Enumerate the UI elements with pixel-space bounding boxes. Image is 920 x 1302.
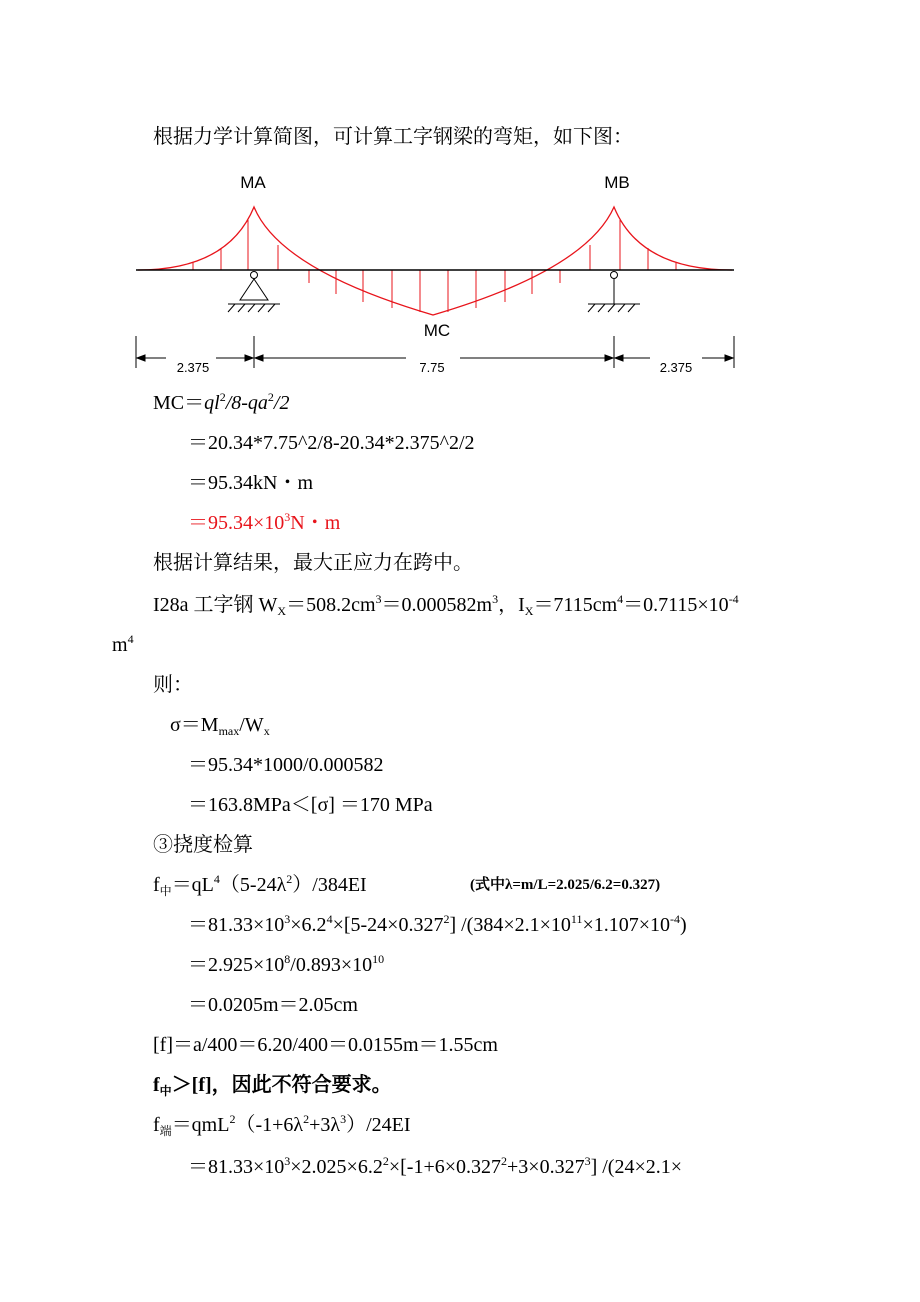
support-a [228,272,280,313]
fmid-note: (式中λ=m/L=2.025/6.2=0.327) [470,877,661,893]
mc-substitution: ＝20.34*7.75^2/8-20.34*2.375^2/2 [188,432,475,454]
section-properties: I28a 工字钢 $W_X=508.2cm^3=0.000582m^3$，$I_X=7115cm^4=0.7115\times 10^{-4}$ [153,592,739,618]
section-properties-cont: $m^4$ [112,632,134,656]
support-b [588,272,640,313]
label-mb: MB [604,173,630,192]
intro-text: 根据力学计算简图，可计算工字钢梁的弯矩，如下图： [153,126,633,148]
then-label: 则： [153,674,193,696]
mc-result-newton: $=95.34\times 10^3N$・m [188,510,341,534]
deflection-title: ③挠度检算 [153,834,253,856]
label-ma: MA [240,173,266,192]
fmid-substitution: $=81.33\times 10^3\times 6.2^4\times[5-24\times 0.327^2]$ $/(384\times 2.1\times 10^{11}\times 1.107\times 10^{-4})$ [188,912,687,936]
stress-formula: $\sigma=M_{max}/W_x$ [170,714,270,738]
label-mc: MC [423,321,451,340]
fmid-result: ＝0.0205m＝2.05cm [188,994,358,1016]
moment-curve [138,207,732,315]
verdict: $f_中>[f]$，因此不符合要求。 [153,1074,392,1098]
fend-substitution: $=81.33\times 10^3\times 2.025\times 6.2^2\times[-1+6\times 0.327^2+3\times 0.327^3]$ /(24×2.1× [188,1154,683,1178]
fend-formula: $f_端=qmL^2(-1+6\lambda^2+3\lambda^3)/24EI$ [153,1112,411,1138]
dim-mid: 7.75 [419,360,445,375]
mc-result: ＝95.34kN・m [188,472,313,494]
bending-moment-diagram [0,0,920,390]
mc-formula: $MC=ql^2/8-qa^2/2$ [153,390,290,414]
dim-right: 2.375 [659,360,693,375]
fmid-step: $=2.925\times 10^8/0.893\times 10^{10}$ [188,952,385,976]
conclusion-text: 根据计算结果，最大正应力在跨中。 [153,552,473,574]
dim-left: 2.375 [176,360,210,375]
stress-result: ＝163.8MPa＜[σ] ＝170 MPa [188,794,433,816]
fmid-formula: $f_中=qL^4(5-24\lambda^2)/384EI$ [153,872,367,898]
stress-substitution: ＝95.34*1000/0.000582 [188,754,384,776]
allowable-deflection: [f]＝a/400＝6.20/400＝0.0155m＝1.55cm [153,1034,498,1056]
